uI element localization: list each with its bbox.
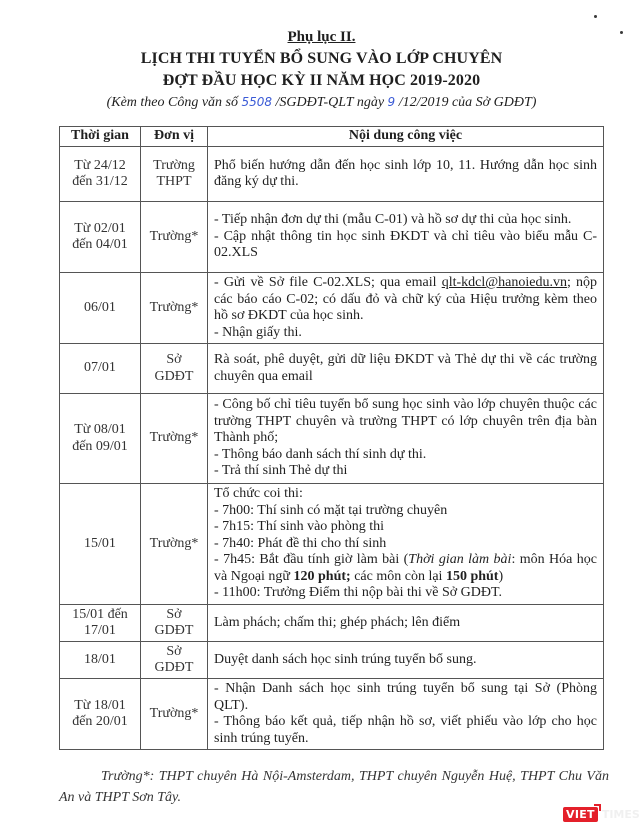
time-cell: 07/01 <box>60 344 141 394</box>
time-cell: 15/01 <box>60 484 141 605</box>
unit-cell: Trường* <box>141 273 208 344</box>
table-row <box>60 605 604 642</box>
table-header-row <box>60 127 604 147</box>
viettimes-watermark-logo <box>563 805 640 823</box>
table-row <box>60 642 604 679</box>
table-row <box>60 679 604 750</box>
content-cell: Làm phách; chấm thi; ghép phách; lên điểm <box>208 605 604 642</box>
unit-cell: Trường* <box>141 484 208 605</box>
table-row <box>60 394 604 484</box>
time-cell: 15/01 đến 17/01 <box>60 605 141 642</box>
table-row <box>60 202 604 273</box>
unit-cell: Trường THPT <box>141 147 208 202</box>
content-cell: Duyệt danh sách học sinh trúng tuyển bổ sung. <box>208 642 604 679</box>
content-cell: - Nhận Danh sách học sinh trúng tuyển bổ sung tại Sở (Phòng QLT). - Thông báo kết quả, tiếp nhận hồ sơ, viết phiếu vào lớp cho học sinh trúng tuyển. <box>208 679 604 750</box>
content-cell: - Gửi về Sở file C-02.XLS; qua email qlt-kdcl@hanoiedu.vn; nộp các báo cáo C-02; có dấu đỏ và chữ ký của Hiệu trưởng kèm theo hồ sơ ĐKDT của học sinh. - Nhận giấy thi. <box>208 273 604 344</box>
email-link[interactable]: qlt-kdcl@hanoiedu.vn <box>441 275 567 290</box>
handwritten-document-number: 5508 <box>241 95 273 109</box>
document-title-line2: ĐỢT ĐẦU HỌC KỲ II NĂM HỌC 2019-2020 <box>162 72 481 89</box>
content-cell: Tổ chức coi thi: - 7h00: Thí sinh có mặt tại trường chuyên - 7h15: Thí sinh vào phòng thi - 7h40: Phát đề thi cho thí sinh - 7h45: Bắt đầu tính giờ làm bài (Thời gian làm bài: môn Hóa học và Ngoại ngữ 120 phút; các môn còn lại 150 phút) - 11h00: Trưởng Điểm thi nộp bài thi về Sở GDĐT. <box>208 484 604 605</box>
time-cell: Từ 08/01 đến 09/01 <box>60 394 141 484</box>
unit-cell: Sở GDĐT <box>141 344 208 394</box>
table-row <box>60 484 604 605</box>
unit-cell: Sở GDĐT <box>141 642 208 679</box>
content-cell: - Tiếp nhận đơn dự thi (mẫu C-01) và hồ sơ dự thi của học sinh. - Cập nhật thông tin học sinh ĐKDT và chỉ tiêu vào biểu mẫu C-02.XLS <box>208 202 604 273</box>
unit-cell: Sở GDĐT <box>141 605 208 642</box>
content-cell: - Công bố chỉ tiêu tuyển bổ sung học sinh vào lớp chuyên thuộc các trường THPT chuyên và trường THPT có lớp chuyên trên địa bàn Thành phố; - Thông báo danh sách thí sinh dự thi. - Trả thí sinh Thẻ dự thi <box>208 394 604 484</box>
time-cell: Từ 24/12 đến 31/12 <box>60 147 141 202</box>
logo-viet-badge: VIET <box>563 807 598 822</box>
column-header-unit: Đơn vị <box>141 127 208 147</box>
column-header-content: Nội dung công việc <box>208 127 604 147</box>
logo-times-text: TIMES <box>601 807 640 821</box>
time-cell: Từ 18/01 đến 20/01 <box>60 679 141 750</box>
table-row <box>60 147 604 202</box>
time-cell: 06/01 <box>60 273 141 344</box>
scan-speck <box>594 15 597 18</box>
subtitle-middle: /SGDĐT-QLT ngày <box>272 95 388 110</box>
content-cell: Rà soát, phê duyệt, gửi dữ liệu ĐKDT và Thẻ dự thi về các trường chuyên qua email <box>208 344 604 394</box>
footnote: Trường*: THPT chuyên Hà Nội-Amsterdam, THPT chuyên Nguyễn Huệ, THPT Chu Văn An và THPT Sơn Tây. <box>59 769 609 805</box>
unit-cell: Trường* <box>141 202 208 273</box>
unit-cell: Trường* <box>141 394 208 484</box>
time-cell: Từ 02/01 đến 04/01 <box>60 202 141 273</box>
document-subtitle <box>0 95 643 111</box>
subtitle-suffix: /12/2019 của Sở GDĐT) <box>395 95 537 110</box>
unit-cell: Trường* <box>141 679 208 750</box>
time-cell: 18/01 <box>60 642 141 679</box>
table-row <box>60 273 604 344</box>
document-title-line1: LỊCH THI TUYỂN BỔ SUNG VÀO LỚP CHUYÊN <box>140 50 503 67</box>
content-cell: Phổ biến hướng dẫn đến học sinh lớp 10, 11. Hướng dẫn học sinh đăng ký dự thi. <box>208 147 604 202</box>
schedule-table <box>59 126 604 750</box>
column-header-time: Thời gian <box>60 127 141 147</box>
appendix-label: Phụ lục II. <box>287 29 356 45</box>
handwritten-document-day: 9 <box>387 95 396 109</box>
subtitle-prefix: (Kèm theo Công văn số <box>106 95 242 110</box>
table-row <box>60 344 604 394</box>
